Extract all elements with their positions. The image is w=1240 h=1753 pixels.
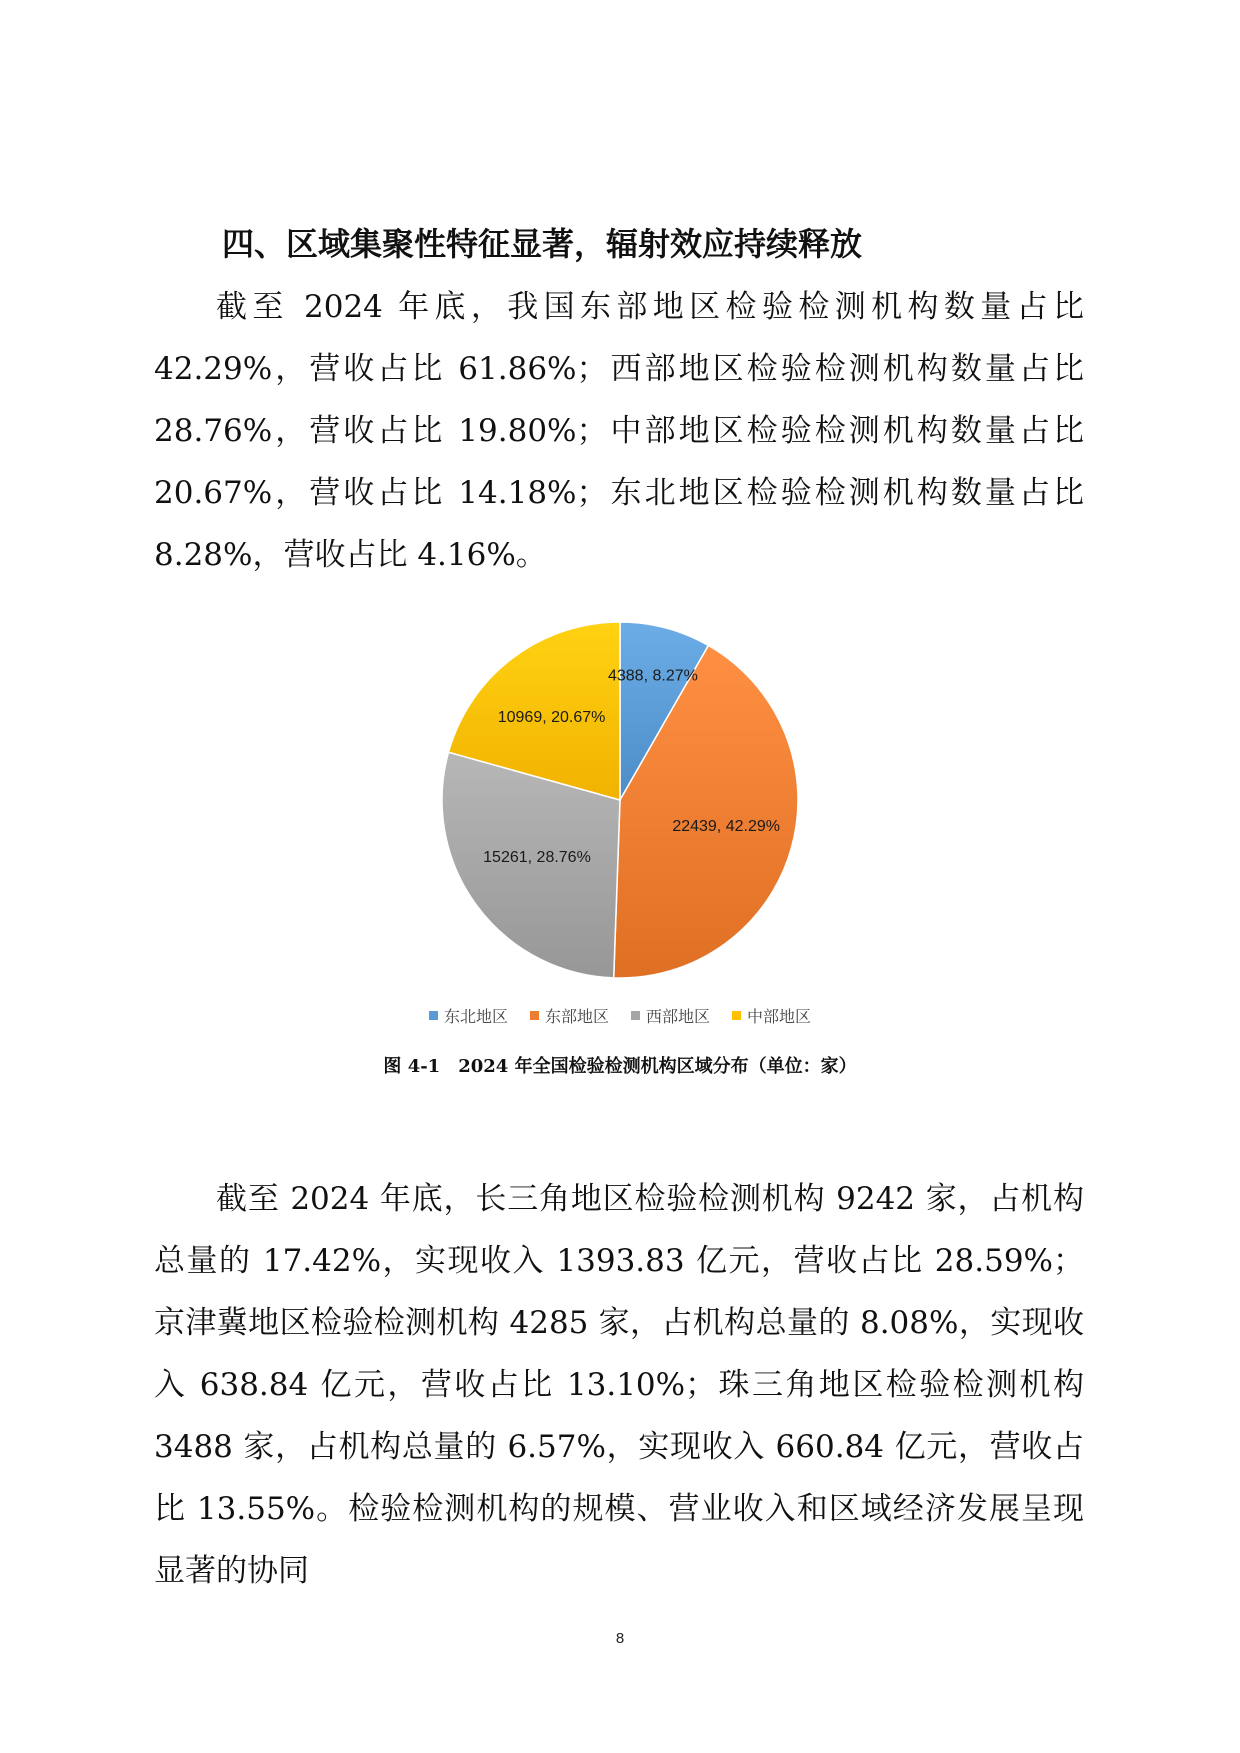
pie-chart-svg (400, 610, 840, 1010)
section-heading: 四、区域集聚性特征显著，辐射效应持续释放 (222, 225, 863, 263)
pie-data-label-4: 10969, 20.67% (497, 708, 606, 727)
legend-item-2 (530, 1004, 609, 1027)
legend-swatch-4 (732, 1011, 741, 1020)
chart-legend (410, 1004, 830, 1027)
legend-swatch-2 (530, 1011, 539, 1020)
pie-chart (400, 610, 840, 1020)
pie-data-label-2: 22439, 42.29% (672, 818, 780, 836)
pie-data-label-3: 15261, 28.76% (483, 849, 591, 867)
legend-item-3 (631, 1004, 710, 1027)
page-number: 8 (615, 1630, 625, 1647)
figure-caption: 图 4-1 2024 年全国检验检测机构区域分布（单位：家） (383, 1056, 857, 1077)
legend-swatch-3 (631, 1011, 640, 1020)
legend-label-3: 西部地区 (646, 1007, 711, 1026)
pie-data-label-1: 4388, 8.27% (607, 667, 698, 685)
legend-label-1: 东北地区 (443, 1007, 508, 1026)
legend-label-4: 中部地区 (747, 1007, 812, 1026)
paragraph-clusters: 截至 2024 年底，长三角地区检验检测机构 9242 家，占机构总量的 17.42%，实现收入 1393.83 亿元，营收占比 28.59%；京津冀地区检验检测机构 4285 家，占机构总量的 8.08%，实现收入 638.84 亿元，营收占比 13.10%；珠三角地区检验检测机构 3488 家，占机构总量的 6.57%，实现收入 660.84 亿元，营收占比 13.55%。检验检测机构的规模、营业收入和区域经济发展呈现显著的协同 (154, 1181, 1084, 1589)
legend-label-2: 东部地区 (544, 1007, 609, 1026)
legend-swatch-1 (429, 1011, 438, 1020)
paragraph-regional-share: 截至 2024 年底，我国东部地区检验检测机构数量占比 42.29%，营收占比 61.86%；西部地区检验检测机构数量占比 28.76%，营收占比 19.80%；中部地区检验检测机构数量占比 20.67%，营收占比 14.18%；东北地区检验检测机构数量占比 8.28%，营收占比 4.16%。 (154, 289, 1084, 573)
legend-item-1 (429, 1004, 508, 1027)
legend-item-4 (732, 1004, 811, 1027)
